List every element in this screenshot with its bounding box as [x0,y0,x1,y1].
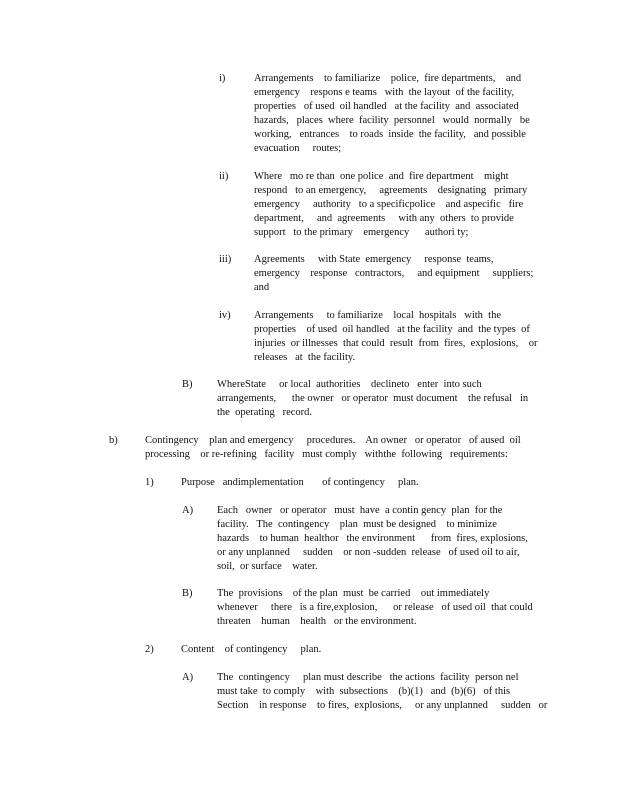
item-text-iv [254,309,544,365]
text-line: Content of contingency plan. [181,644,322,655]
text-line: properties of used oil handled at the facility and the types of [254,324,530,335]
item-label-B-provisions: B) [182,588,193,599]
text-line: must take to comply with subsections (b)(1) and (b)(6) of this [217,686,511,697]
text-line: emergency response contractors, and equipment suppliers; [254,268,534,279]
text-line: Section in response to fires, explosions, or any unplanned sudden or [217,700,548,711]
text-line: respond to an emergency, agreements designating primary [254,185,528,196]
text-line: emergency respons e teams with the layout of the facility, [254,87,515,98]
text-line: processing or re-refining facility must comply withthe following requirements: [145,449,508,460]
text-line: The contingency plan must describe the actions facility person nel [217,672,519,683]
text-line: Each owner or operator must have a contin gency plan for the [217,505,503,516]
item-text-B-provisions [217,587,537,629]
text-line: soil, or surface water. [217,561,318,572]
subsection-label-1: 1) [145,477,154,488]
subsection-heading-2 [181,643,481,657]
item-label-B-local-authorities: B) [182,379,193,390]
text-line: releases at the facility. [254,352,356,363]
text-line: arrangements, the owner or operator must document the refusal in [217,393,529,404]
text-line: Purpose andimplementation of contingency plan. [181,477,419,488]
text-line: whenever there is a fire,explosion, or release of used oil that could [217,602,533,613]
text-line: The provisions of the plan must be carried out immediately [217,588,490,599]
text-line: properties of used oil handled at the facility and associated [254,101,519,112]
item-text-iii [254,253,536,295]
item-text-A-content [217,671,548,713]
text-line: evacuation routes; [254,143,342,154]
text-line: injuries or illnesses that could result from fires, explosions, or [254,338,538,349]
item-label-A-content: A) [182,672,194,683]
text-line: Agreements with State emergency response teams, [254,254,494,265]
text-line: threaten human health or the environment. [217,616,417,627]
text-line: support to the primary emergency authori ty; [254,227,469,238]
item-text-i [254,72,536,156]
text-line: Contingency plan and emergency procedures. An owner or operator of aused oil [145,435,521,446]
item-text-A-purpose [217,504,537,574]
subsection-label-2: 2) [145,644,154,655]
item-text-ii [254,170,536,240]
text-line: Arrangements to familiarize local hospitals with the [254,310,501,321]
text-line: hazards, places where facility personnel would normally be [254,115,530,126]
text-line: the operating record. [217,407,313,418]
text-line: Where mo re than one police and fire department might [254,171,509,182]
section-label-b: b) [109,435,118,446]
text-line: or any unplanned sudden or non -sudden release of used oil to air, [217,547,520,558]
item-text-B-local-authorities [217,378,537,420]
text-line: emergency authority to a specificpolice and aspecific fire [254,199,524,210]
item-label-iv: iv) [219,310,231,321]
item-label-i: i) [219,73,226,84]
text-line: facility. The contingency plan must be designed to minimize [217,519,497,530]
text-line: WhereState or local authorities declineto enter into such [217,379,482,390]
item-label-A-purpose: A) [182,505,194,516]
item-label-iii: iii) [219,254,232,265]
text-line: department, and agreements with any others to provide [254,213,514,224]
item-label-ii: ii) [219,171,229,182]
subsection-heading-1 [181,476,481,490]
text-line: working, entrances to roads inside the facility, and possible [254,129,526,140]
text-line: Arrangements to familiarize police, fire departments, and [254,73,522,84]
section-text-b [145,434,535,462]
text-line: and [254,282,270,293]
text-line: hazards to human healthor the environment from fires, explosions, [217,533,528,544]
